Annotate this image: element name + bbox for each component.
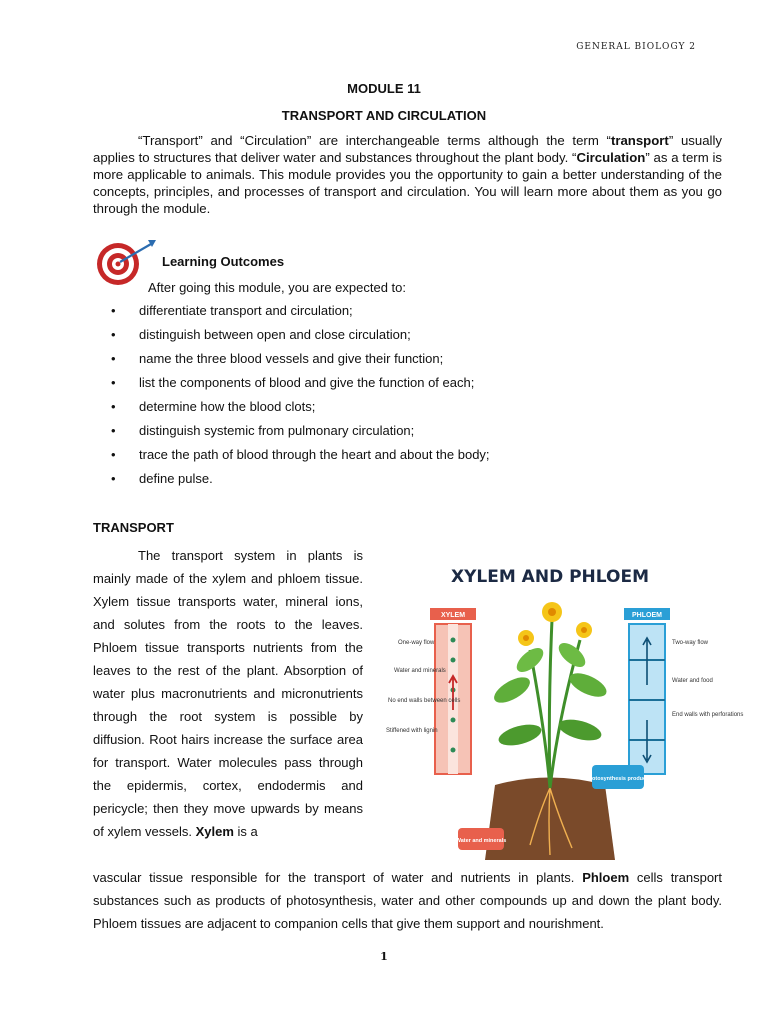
leaf [513,644,548,677]
list-item: • distinguish between open and close circulation; [111,327,411,342]
phloem-label: PHLOEM [632,612,662,619]
list-item: • trace the path of blood through the heart and about the body; [111,447,490,462]
phloem-note: Water and food [672,678,713,684]
xylem-phloem-figure [380,560,744,860]
intro-paragraph: “Transport” and “Circulation” are interchangeable terms although the term “transport” usually applies to structures that deliver water and substances throughout the plant body. “Circulation” as a term is more applicable to animals. This module provides you the opportunity to gain a better understanding of the concepts, principles, and processes of transport and circulation. You will learn more about them as you go through the module. [93,133,722,216]
figure-title: XYLEM AND PHLOEM [450,567,650,587]
flower [518,630,534,646]
learning-outcomes-intro: After going this module, you are expected to: [148,280,406,295]
water-label: Water and minerals [455,838,507,844]
leaf [496,721,543,750]
transport-heading: TRANSPORT [93,520,174,535]
list-item: • list the components of blood and give the function of each; [111,375,475,390]
xylem-note: One-way flow [398,640,435,646]
flower [576,622,592,638]
phloem-note: End walls with perforations [672,712,744,718]
module-number: MODULE 11 [347,81,421,96]
outcomes-list [111,302,490,494]
list-item: • name the three blood vessels and give their function; [111,351,444,366]
phloem-note: Two-way flow [672,640,709,646]
list-item: • define pulse. [111,471,213,486]
leaf [556,716,603,745]
transport-paragraph-continued: vascular tissue responsible for the transport of water and nutrients in plants. Phloem cells transport substances such as products of photosynthesis, water and other compounds up and down the plant body. Phloem tissues are adjacent to companion cells that give them support and nourishment. [93,870,722,931]
xylem-note: No end walls between cells [388,698,461,704]
flower [542,602,562,622]
list-item: • differentiate transport and circulation; [111,303,353,318]
leaf [490,672,534,708]
photosynthesis-label: Photosynthesis products [584,776,652,782]
learning-outcomes-title: Learning Outcomes [162,254,285,269]
xylem-note: Water and minerals [394,668,446,674]
list-item: • determine how the blood clots; [111,399,316,414]
page-number: 1 [380,950,388,963]
xylem-label: XYLEM [440,612,466,619]
transport-paragraph: The transport system in plants is mainly made of the xylem and phloem tissue. Xylem tissue transports water, mineral ions, and solutes from the roots to the leaves. Phloem tissue transports nutrients from the leaves to the rest of the plant. Absorption of water plus macronutrients and micronutrients through the root system is possible by diffusion. Root hairs increase the surface area for transport. Water molecules pass through the epidermis, cortex, endodermis and pericycle; then they move upwards by means of xylem vessels. Xylem is a [93,548,363,839]
xylem-note: Stiffened with lignin [386,728,438,734]
module-title: TRANSPORT AND CIRCULATION [281,108,487,123]
list-item: • distinguish systemic from pulmonary circulation; [111,423,415,438]
running-header: GENERAL BIOLOGY 2 [576,42,696,52]
